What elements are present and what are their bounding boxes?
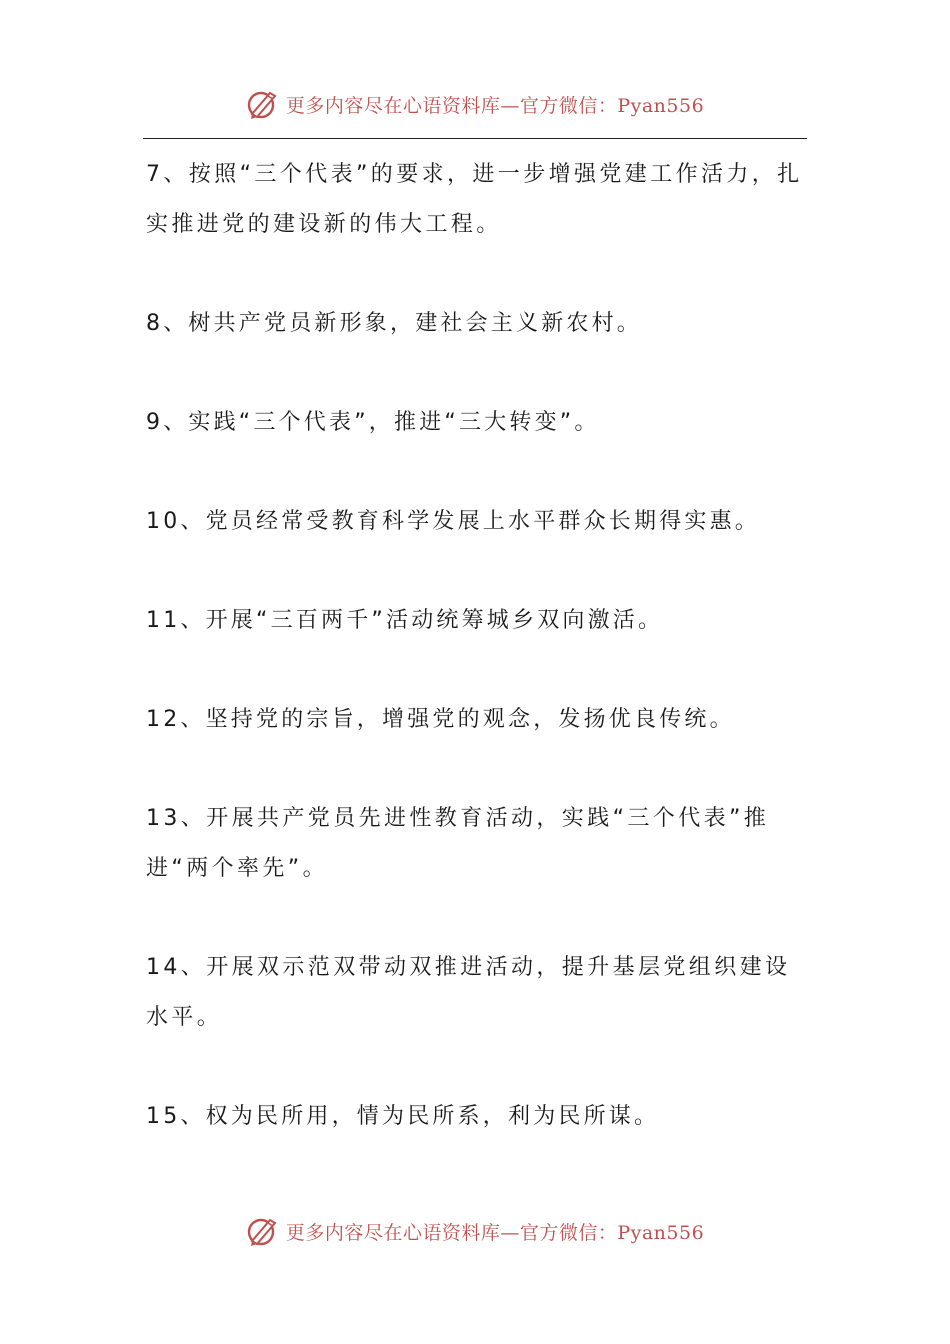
document-body xyxy=(146,150,810,1191)
list-item: 10、党员经常受教育科学发展上水平群众长期得实惠。 xyxy=(146,509,760,534)
list-item: 13、开展共产党员先进性教育活动，实践“三个代表”推进“两个率先”。 xyxy=(146,806,770,881)
header-banner xyxy=(0,84,950,124)
list-item: 12、坚持党的宗旨，增强党的观念，发扬优良传统。 xyxy=(146,707,735,732)
footer-banner xyxy=(0,1211,950,1251)
list-item: 15、权为民所用，情为民所系，利为民所谋。 xyxy=(146,1104,660,1129)
list-item: 7、按照“三个代表”的要求，进一步增强党建工作活力，扎实推进党的建设新的伟大工程。 xyxy=(146,162,803,237)
footer-banner-text: 更多内容尽在心语资料库—官方微信：Pyan556 xyxy=(285,1221,705,1244)
list-item: 8、树共产党员新形象，建社会主义新农村。 xyxy=(146,311,642,336)
header-banner-text: 更多内容尽在心语资料库—官方微信：Pyan556 xyxy=(285,94,705,117)
pen-logo-icon xyxy=(246,87,280,121)
pen-logo-icon xyxy=(246,1214,280,1248)
list-item: 9、实践“三个代表”，推进“三大转变”。 xyxy=(146,410,600,435)
list-item: 14、开展双示范双带动双推进活动，提升基层党组织建设水平。 xyxy=(146,955,791,1030)
header-divider xyxy=(143,138,807,139)
list-item: 11、开展“三百两千”活动统筹城乡双向激活。 xyxy=(146,608,664,633)
